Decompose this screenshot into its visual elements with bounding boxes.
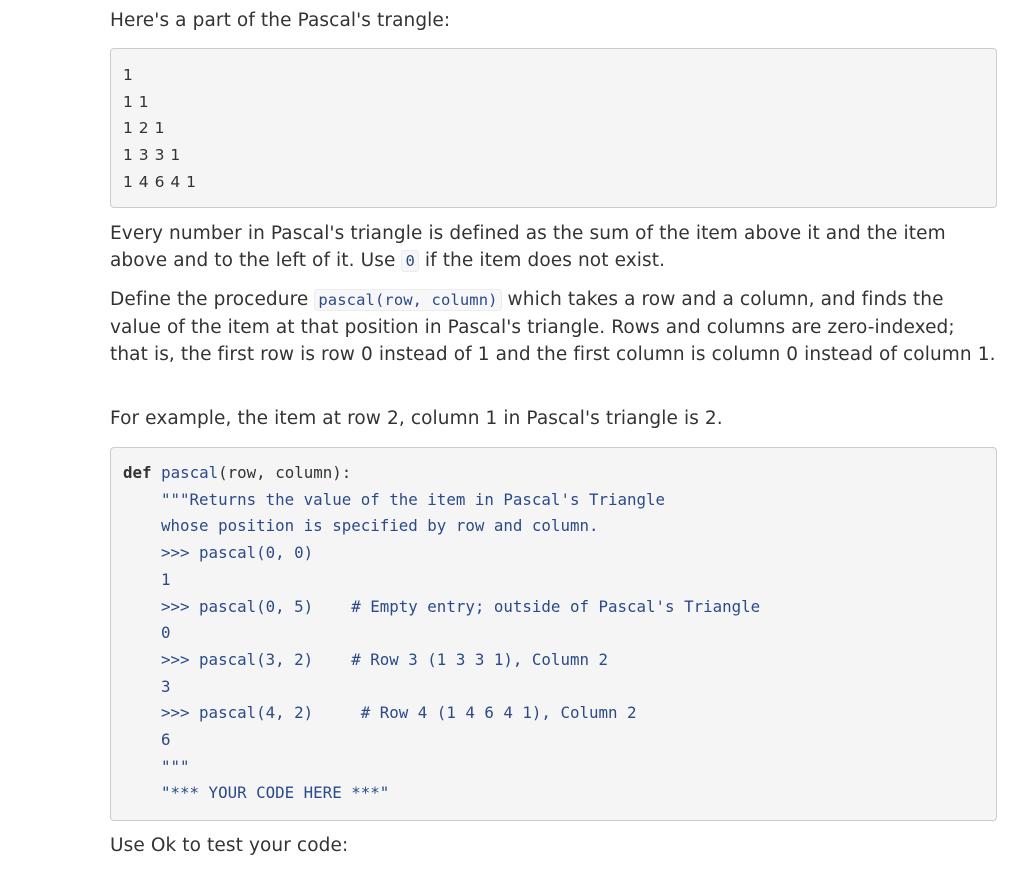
example-text: For example, the item at row 2, column 1 in Pascal's triangle is 2. xyxy=(110,408,723,429)
triangle-row: 1 4 6 4 1 xyxy=(123,172,197,191)
inline-code-signature: pascal(row, column) xyxy=(314,289,501,311)
docstring-line: >>> pascal(4, 2) # Row 4 (1 4 6 4 1), Column 2 xyxy=(161,703,637,723)
triangle-row: 1 1 xyxy=(123,92,149,111)
footer-text: Use Ok to test your code: xyxy=(110,835,349,856)
docstring-line: 6 xyxy=(161,730,171,750)
definition-text: if the item does not exist. xyxy=(418,250,666,271)
docstring-line: 0 xyxy=(161,623,171,643)
triangle-row: 1 xyxy=(123,66,133,84)
procedure-paragraph xyxy=(110,286,997,368)
code-placeholder-line: "*** YOUR CODE HERE ***" xyxy=(161,783,390,803)
inline-code-zero: 0 xyxy=(401,250,418,272)
definition-paragraph xyxy=(110,220,997,275)
code-block xyxy=(110,447,997,821)
code-def-line xyxy=(123,460,984,487)
docstring-line: """Returns the value of the item in Pascal's Triangle xyxy=(161,489,666,509)
procedure-text: which takes a row and a column, and finds the value of the item at that position in Pascal's triangle. Rows and columns are zero-indexed; that is, the first row is row 0 instead of 1 and the first column is column 0 instead of column 1. xyxy=(110,289,996,365)
def-keyword: def xyxy=(123,463,152,482)
intro-text: Here's a part of the Pascal's trangle: xyxy=(110,10,451,31)
docstring-line: whose position is specified by row and column. xyxy=(161,516,599,536)
triangle-row: 1 2 1 xyxy=(123,119,165,138)
docstring-line: >>> pascal(0, 5) # Empty entry; outside of Pascal's Triangle xyxy=(161,596,761,616)
docstring-line: >>> pascal(3, 2) # Row 3 (1 3 3 1), Column 2 xyxy=(161,649,608,669)
docstring-line: """ xyxy=(161,756,190,776)
docstring-line: 1 xyxy=(161,569,171,589)
function-name: pascal xyxy=(161,463,219,482)
procedure-text: Define the procedure xyxy=(110,289,315,310)
triangle-row: 1 3 3 1 xyxy=(123,146,181,165)
function-signature: (row, column): xyxy=(218,463,352,482)
docstring-line: 3 xyxy=(161,676,171,696)
definition-text: Every number in Pascal's triangle is defined as the sum of the item above it and the item above and to the left of it. Use xyxy=(110,223,946,271)
triangle-block xyxy=(110,48,997,208)
docstring-line: >>> pascal(0, 0) xyxy=(161,543,314,563)
